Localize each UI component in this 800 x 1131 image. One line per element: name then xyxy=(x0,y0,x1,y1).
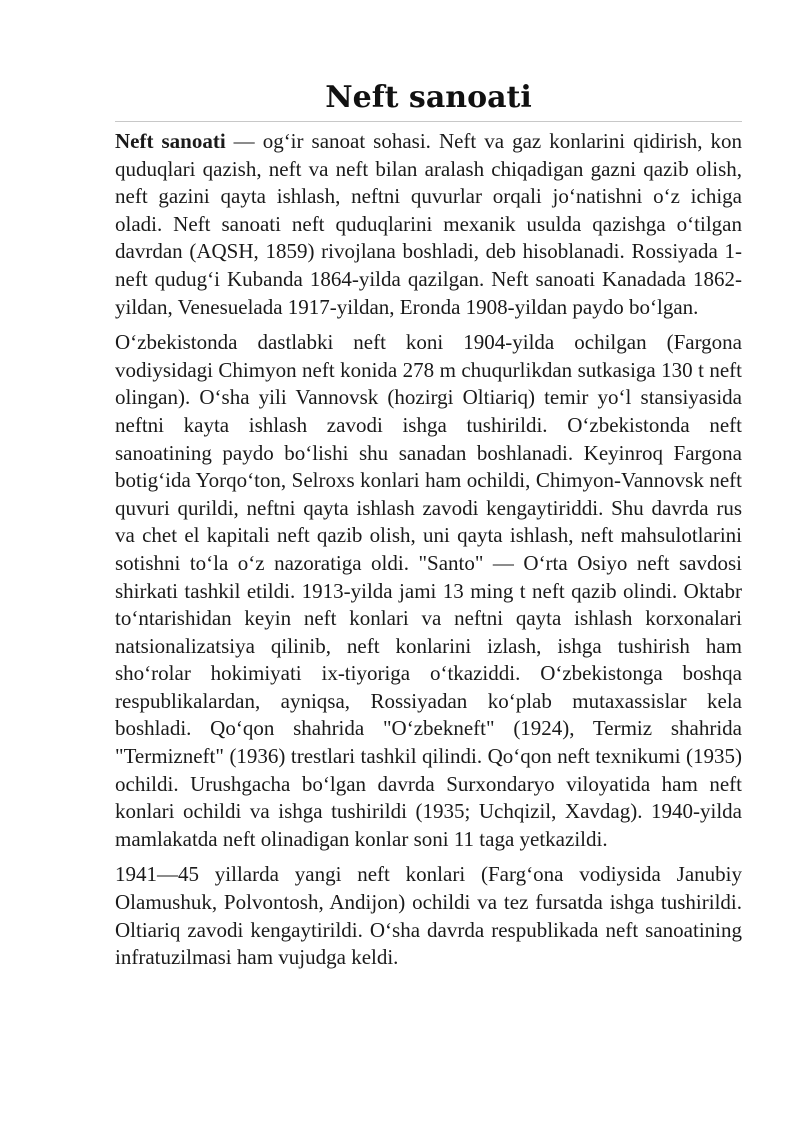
document-page xyxy=(115,78,742,972)
lead-term: Neft sanoati xyxy=(115,129,226,153)
paragraph-1 xyxy=(115,128,742,321)
paragraph-3: 1941—45 yillarda yangi neft konlari (Farg‘ona vodiysida Janubiy Olamushuk, Polvontosh, Andijon) ochildi va tez fursatda ishga tushirildi. Oltiariq zavodi kengaytirildi. O‘sha davrda respublikada neft sanoatining infratuzilmasi ham vujudga keldi. xyxy=(115,862,742,970)
paragraph-1-text: — og‘ir sanoat sohasi. Neft va gaz konlarini qidirish, kon quduqlari qazish, neft va neft bilan aralash chiqadigan gazni qazib olish, neft gazini qayta ishlash, neftni quvurlar orqali jo‘natishni o‘z ichiga oladi. Neft sanoati neft quduqlarini mexanik usulda qazishga o‘tilgan davrdan (AQSH, 1859) rivojlana boshladi, deb hisoblanadi. Rossiyada 1-neft qudug‘i Kubanda 1864-yilda qazilgan. Neft sanoati Kanadada 1862-yildan, Venesuelada 1917-yildan, Eronda 1908-yildan paydo bo‘lgan. xyxy=(115,129,743,319)
page-title: Neft sanoati xyxy=(115,78,742,122)
paragraph-2: O‘zbekistonda dastlabki neft koni 1904-yilda ochilgan (Fargona vodiysidagi Chimyon neft konida 278 m chuqurlikdan sutkasiga 130 t neft olingan). O‘sha yili Vannovsk (hozirgi Oltiariq) temir yo‘l stansiyasida neftni kayta ishlash zavodi ishga tushirildi. O‘zbekistonda neft sanoatining paydo bo‘lishi shu sanadan boshlanadi. Keyinroq Fargona botig‘ida Yorqo‘ton, Selroxs konlari ham ochildi, Chimyon-Vannovsk neft quvuri qurildi, neftni qayta ishlash zavodi kengaytiriddi. Shu davrda rus va chet el kapitali neft qazib olish, uni qayta ishlash, neft mahsulotlarini sotishni to‘la o‘z nazoratiga oldi. "Santo" — O‘rta Osiyo neft savdosi shirkati tashkil etildi. 1913-yilda jami 13 ming t neft qazib olindi. Oktabr to‘ntarishidan keyin neft konlari va neftni qayta ishlash korxonalari natsionalizatsiya qilinib, neft konlarini izlash, ishga tushirish ham sho‘rolar hokimiyati ix-tiyoriga o‘tkaziddi. O‘zbekistonga boshqa respublikalardan, ayniqsa, Rossiyadan ko‘plab mutaxassislar kela boshladi. Qo‘qon shahrida "O‘zbekneft" (1924), Termiz shahrida "Termizneft" (1936) trestlari tashkil qilindi. Qo‘qon neft texnikumi (1935) ochildi. Urushgacha bo‘lgan davrda Surxondaryo viloyatida ham neft konlari ochildi va ishga tushirildi (1935; Uchqizil, Xavdag). 1940-yilda mamlakatda neft olinadigan konlar soni 11 taga yetkazildi. xyxy=(115,330,742,851)
